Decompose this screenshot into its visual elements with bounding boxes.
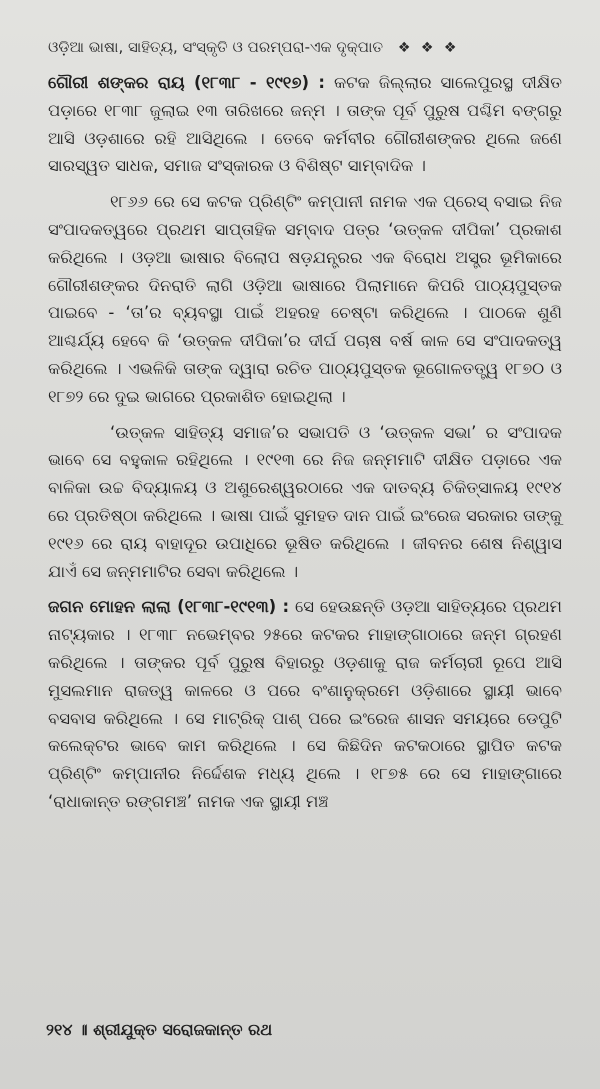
page-body — [48, 69, 562, 816]
entry-jagan-mohan-lala — [48, 593, 562, 815]
paragraph: ୧୮୬୬ ରେ ସେ କଟକ ପ୍ରିଣ୍ଟିଂ କମ୍ପାନୀ ନାମକ ଏକ ପ୍ରେସ୍ ବସାଇ ନିଜ ସଂପାଦକତ୍ୱରେ ପ୍ରଥମ ସାପ୍ତାହିକ ସମ୍ବାଦ ପତ୍ର ‘ଉତ୍କଳ ଦୀପିକା’ ପ୍ରକାଶ କରିଥିଲେ । ଓଡ଼ଆ ଭାଷାର ବିଲୋପ ଷଡ଼ଯନ୍ତ୍ରର ଏକ ବିରୋଧ ଅସ୍ତ୍ର ଭୂମିକାରେ ଗୌରୀଶଙ୍କର ଦିନରାତି ଲାଗି ଓଡ଼ିଆ ଭାଷାରେ ପିଲାମାନେ କିପରି ପାଠ୍ୟପୁସ୍ତକ ପାଇବେ - ‘ତା’ର ବ୍ୟବସ୍ଥା ପାଇଁ ଅହରହ ଚେଷ୍ଟା କରିଥିଲେ । ପାଠକେ ଶୁଣି ଆଶ୍ଚର୍ଯ୍ୟ ହେବେ କି ‘ଉତ୍କଳ ଦୀପିକା’ର ଦୀର୍ଘ ପଚାଷ ବର୍ଷ କାଳ ସେ ସଂପାଦକତ୍ୱ କରିଥିଲେ । ଏଭଳିକି ତାଙ୍କ ଦ୍ୱାରା ରଚିତ ପାଠ୍ୟପୁସ୍ତକ ଭୂଗୋଳତତ୍ତ୍ୱ ୧୮୭୦ ଓ ୧୮୭୨ ରେ ଦୁଇ ଭାଗରେ ପ୍ରକାଶିତ ହୋଇଥିଲା । — [48, 192, 562, 406]
paragraph: ‘ଉତ୍କଳ ସାହିତ୍ୟ ସମାଜ’ର ସଭାପତି ଓ ‘ଉତ୍କଳ ସଭା’ ର ସଂପାଦକ ଭାବେ ସେ ବହୁକାଳ ରହିଥିଲେ । ୧୯୧୩ ରେ ନିଜ ଜନ୍ମମାଟି ଦୀକ୍ଷିତ ପଡ଼ାରେ ଏକ ବାଳିକା ଉଚ୍ଚ ବିଦ୍ୟାଳୟ ଓ ଅଶୁରେଶ୍ୱରଠାରେ ଏକ ଦାତବ୍ୟ ଚିକିତ୍ସାଳୟ ୧୯୧୪ ରେ ପ୍ରତିଷ୍ଠା କରିଥିଲେ । ଭାଷା ପାଇଁ ସୁମହତ ଦାନ ପାଇଁ ଇଂରେଜ ସରକାର ତାଙ୍କୁ ୧୯୧୬ ରେ ରାୟ ବାହାଦୂର ଉପାଧିରେ ଭୂଷିତ କରିଥିଲେ । ଜୀବନର ଶେଷ ନିଶ୍ୱାସ ଯାଏଁ ସେ ଜନ୍ମମାଟିର ସେବା କରିଥିଲେ । — [48, 422, 562, 581]
page-footer: ୨୧୪ ॥ ଶ୍ରୀଯୁକ୍ତ ସରୋଜକାନ୍ତ ରଥ — [46, 1020, 273, 1039]
entry-text: ସେ ହେଉଛନ୍ତି ଓଡ଼ଆ ସାହିତ୍ୟରେ ପ୍ରଥମ ନାଟ୍ୟକାର । ୧୮୩୮ ନଭେମ୍ବର ୨୫ରେ କଟକର ମାହାଙ୍ଗାଠାରେ ଜନ୍ମ ଗ୍ରହଣ କରିଥିଲେ । ତାଙ୍କର ପୂର୍ବ ପୁରୁଷ ବିହାରରୁ ଓଡ଼ଶାକୁ ରାଜ କର୍ମଚାରୀ ରୂପେ ଆସି ମୁସଲମାନ ରାଜତ୍ୱ କାଳରେ ଓ ପରେ ବଂଶାନୁକ୍ରମେ ଓଡ଼ିଶାରେ ସ୍ଥାୟୀ ଭାବେ ବସବାସ କରିଥିଲେ । ସେ ମାଟ୍ରିକ୍ ପାଶ୍ ପରେ ଇଂରେଜ ଶାସନ ସମୟରେ ଡେପୁଟି କଲେକ୍ଟର ଭାବେ କାମ କରିଥିଲେ । ସେ କିଛିଦିନ କଟକଠାରେ ସ୍ଥାପିତ କଟକ ପ୍ରିଣ୍ଟିଂ କମ୍ପାନୀର ନିର୍ଦ୍ଦେଶକ ମଧ୍ୟ ଥିଲେ । ୧୮୭୫ ରେ ସେ ମାହାଙ୍ଗାରେ ‘ରାଧାକାନ୍ତ ରଙ୍ଗମଞ୍ଚ’ ନାମକ ଏକ ସ୍ଥାୟୀ ମଞ୍ଚ — [48, 597, 563, 811]
running-title: ଓଡ଼ିଆ ଭାଷା, ସାହିତ୍ୟ, ସଂସ୍କୃତି ଓ ପରମ୍ପରା-ଏକ ଦୃକ୍‌ପାତ — [48, 38, 384, 56]
entry-gouri-shankar-ray — [48, 69, 562, 180]
running-header — [48, 36, 562, 59]
entry-heading: ଜଗନ ମୋହନ ଲାଲା (୧୮୩୮-୧୯୧୩) : — [48, 597, 290, 617]
entry-text: କଟକ ଜିଲ୍ଲାର ସାଲେପୁରସ୍ଥ ଦୀକ୍ଷିତ ପଡ଼ାରେ ୧୮୩୮ ଜୁଲାଇ ୧୩ ତାରିଖରେ ଜନ୍ମ । ତାଙ୍କ ପୂର୍ବ ପୁରୁଷ ପଶ୍ଚିମ ବଙ୍ଗରୁ ଆସି ଓଡ଼ଶାରେ ରହି ଆସିଥିଲେ । ତେବେ କର୍ମବୀର ଗୌରୀଶଙ୍କର ଥିଲେ ଜଣେ ସାରସ୍ୱତ ସାଧକ, ସମାଜ ସଂସ୍କାରକ ଓ ବିଶିଷ୍ଟ ସାମ୍ବାଦିକ । — [48, 73, 562, 176]
header-ornament: ❖ ❖ ❖ — [397, 40, 460, 56]
entry-heading: ଗୌରୀ ଶଙ୍କର ରାୟ (୧୮୩୮ - ୧୯୧୭) : — [48, 73, 326, 92]
